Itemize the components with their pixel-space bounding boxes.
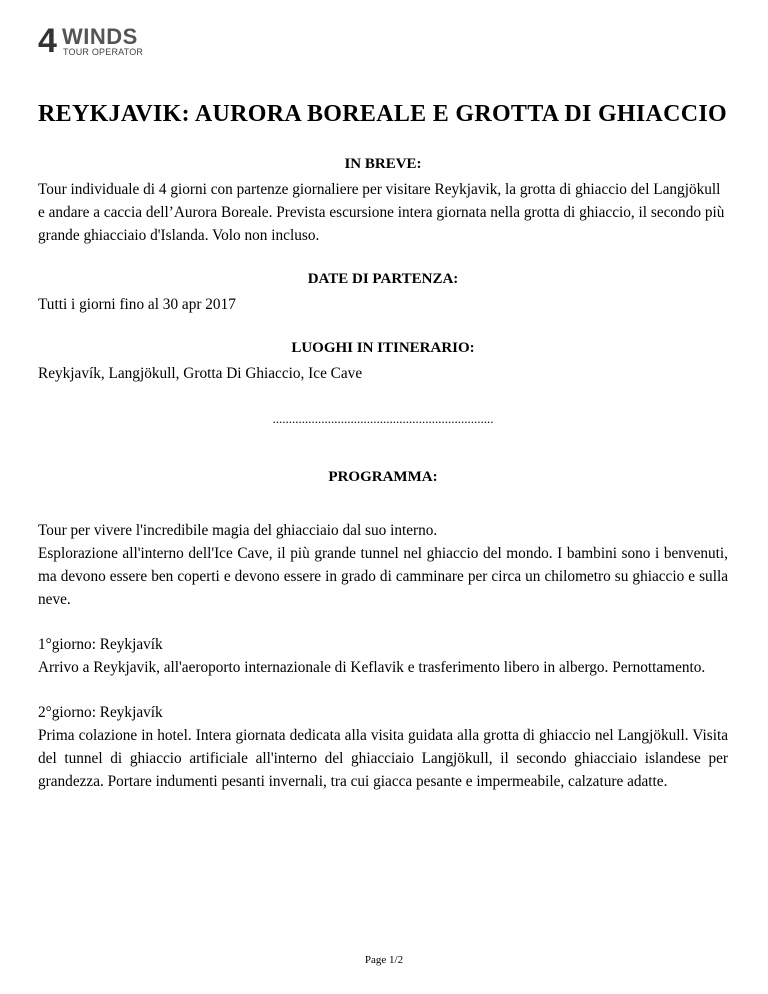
luoghi-heading: LUOGHI IN ITINERARIO:: [291, 340, 475, 356]
date-heading: DATE DI PARTENZA:: [307, 271, 459, 287]
day2-title: 2°giorno: Reykjavík: [38, 704, 163, 721]
logo-subtitle: TOUR OPERATOR: [63, 47, 144, 57]
day2-text: Prima colazione in hotel. Intera giornata dedicata alla visita guidata alla grotta di ghiaccio nel Langjökull. Visita del tunnel di ghiaccio artificiale all'interno del ghiacciaio Langjökull, il secondo ghiacciaio islandese per grandezza. Portare indumenti pesanti invernali, tra cui giacca pesante e impermeabile, calzature adatte.: [38, 727, 728, 790]
programma-heading: PROGRAMMA:: [328, 469, 438, 485]
document-title: REYKJAVIK: AURORA BOREALE E GROTTA DI GHIACCIO: [38, 101, 728, 127]
day1-text: Arrivo a Reykjavik, all'aeroporto internazionale di Keflavik e trasferimento libero in albergo. Pernottamento.: [38, 659, 706, 676]
day1-title: 1°giorno: Reykjavík: [38, 636, 163, 653]
logo-word: WINDS: [62, 24, 138, 49]
luoghi-text: Reykjavík, Langjökull, Grotta Di Ghiaccio, Ice Cave: [38, 365, 363, 382]
page-footer: Page 1/2: [364, 954, 404, 966]
company-logo: [38, 24, 178, 64]
logo-number: 4: [38, 22, 55, 60]
programma-intro-2: Esplorazione all'interno dell'Ice Cave, il più grande tunnel nel ghiaccio del mondo. I bambini sono i benvenuti, ma devono essere ben coperti e devono essere in grado di camminare per circa un chilometro su ghiaccio e sulla neve.: [38, 545, 728, 608]
breve-text: Tour individuale di 4 giorni con partenze giornaliere per visitare Reykjavik, la grotta di ghiaccio del Langjökull e andare a caccia dell’Aurora Boreale. Prevista escursione intera giornata nella grotta di ghiaccio, il secondo più grande ghiacciaio d'Islanda. Volo non incluso.: [38, 181, 725, 244]
document-body: [38, 96, 728, 793]
dotted-separator: ....................................................................: [272, 411, 494, 426]
breve-heading: IN BREVE:: [344, 156, 422, 172]
programma-intro-1: Tour per vivere l'incredibile magia del ghiacciaio dal suo interno.: [38, 522, 438, 539]
date-text: Tutti i giorni fino al 30 apr 2017: [38, 296, 236, 313]
